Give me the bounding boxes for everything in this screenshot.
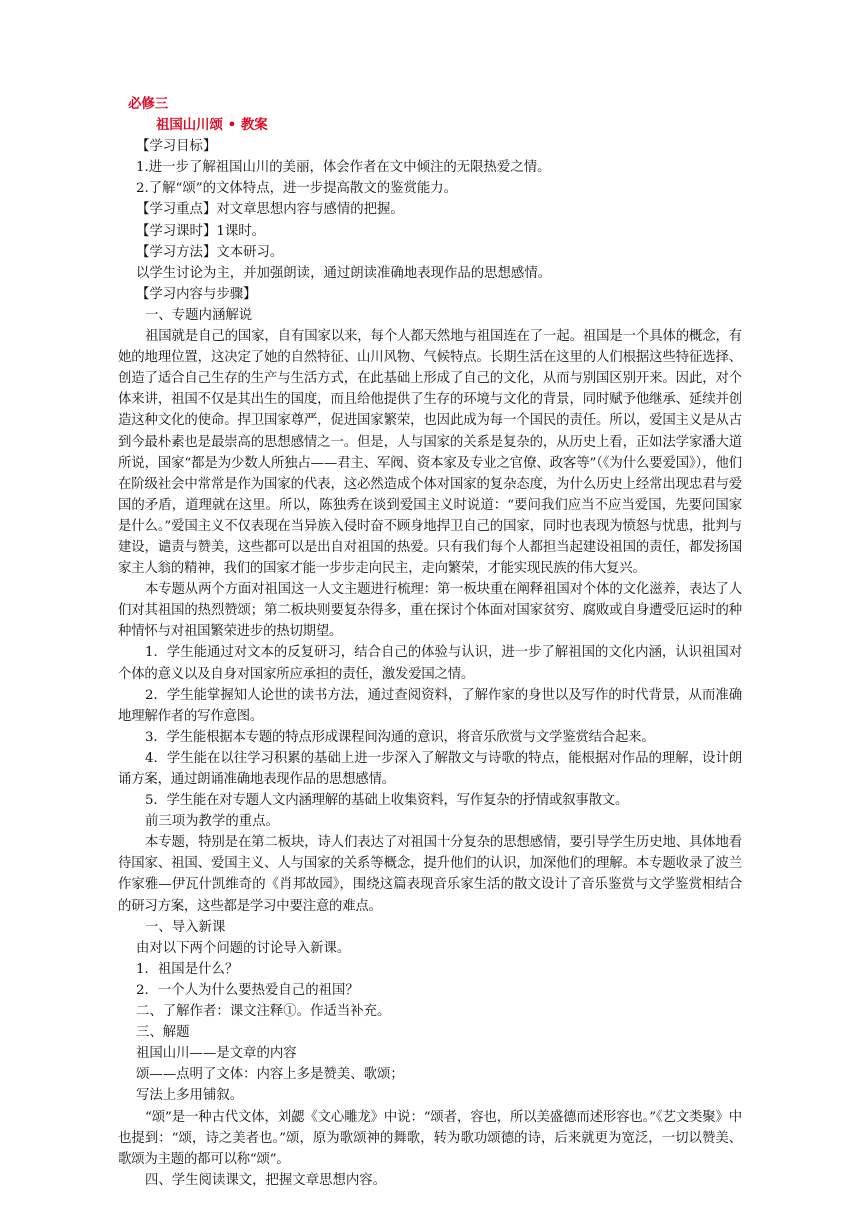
method-note: 以学生讨论为主，并加强朗读，通过朗读准确地表现作品的思想感情。 bbox=[136, 265, 552, 281]
steps-heading: 【学习内容与步骤】 bbox=[136, 286, 257, 302]
objective-item: 1．学生能通过对文本的反复研习，结合自己的体验与认识，进一步了解祖国的文化内涵，认识祖国对个体的意义以及自身对国家所应承担的责任，激发爱国之情。 bbox=[118, 645, 742, 682]
paragraph: 祖国就是自己的国家，自有国家以来，每个人都天然地与祖国连在了一起。祖国是一个具体的概念，有她的地理位置，这决定了她的自然特征、山川风物、气候特点。长期生活在这里的人们根据这些特征选择、创造了适合自己生存的生产与生活方式，在此基础上形成了自己的文化，从而与别国区别开来。因此，对个体来讲，祖国不仅是其出生的国度，而且给他提供了生存的环境与文化的背景，同时赋予他继承、延续并创造这种文化的使命。捍卫国家尊严，促进国家繁荣，也因此成为每一个国民的责任。所以，爱国主义是从古到今最朴素也是最崇高的思想感情之一。但是，人与国家的关系是复杂的，从历史上看，正如法学家潘大道所说，国家“都是为少数人所独占——君主、军阀、资本家及专业之官僚、政客等”（《为什么要爱国》），他们在阶级社会中常常是作为国家的代表，这必然造成个体对国家的复杂态度，为什么历史上经常出现忠君与爱国的矛盾，道理就在这里。所以，陈独秀在谈到爱国主义时说道：“要问我们应当不应当爱国，先要问国家是什么。”爱国主义不仅表现在当异族入侵时奋不顾身地捍卫自己的国家，同时也表现为愤怒与忧患，批判与建设，谴责与赞美，这些都可以是出自对祖国的热爱。只有我们每个人都担当起建设祖国的责任，都发扬国家主人翁的精神，我们的国家才能一步步走向民主，走向繁荣，才能实现民族的伟大复兴。 bbox=[118, 329, 742, 577]
note-line: 前三项为教学的重点。 bbox=[145, 814, 279, 830]
section-heading: 一、导入新课 bbox=[145, 919, 226, 935]
paragraph: “颂”是一种古代文体，刘勰《文心雕龙》中说：“颂者，容也，所以美盛德而述形容也。”《艺文类聚》中也提到：“颂，诗之美者也。”颂，原为歌颂神的舞歌，转为歌功颂德的诗，后来就更为宽泛，一切以赞美、歌颂为主题的都可以称“颂”。 bbox=[118, 1109, 742, 1167]
goal-item: 1.进一步了解祖国山川的美丽，体会作者在文中倾注的无限热爱之情。 bbox=[136, 160, 551, 176]
volume-label: 必修三 bbox=[128, 97, 169, 112]
section-heading: 四、学生阅读课文，把握文章思想内容。 bbox=[145, 1172, 387, 1188]
intro-line: 由对以下两个问题的讨论导入新课。 bbox=[136, 940, 351, 956]
paragraph: 本专题，特别是在第二板块，诗人们表达了对祖国十分复杂的思想感情，要引导学生历史地、具体地看待国家、祖国、爱国主义、人与国家的关系等概念，提升他们的认识，加深他们的理解。本专题收录了波兰作家雅—伊瓦什凯维奇的《肖邦故园》，围绕这篇表现音乐家生活的散文设计了音乐鉴赏与文学鉴赏相结合的研习方案，这些都是学习中要注意的难点。 bbox=[118, 835, 742, 914]
objective-item: 2．学生能掌握知人论世的读书方法，通过查阅资料，了解作家的身世以及写作的时代背景，从而准确地理解作者的写作意图。 bbox=[118, 687, 742, 724]
question-item: 1．祖国是什么？ bbox=[136, 961, 239, 977]
explain-line: 祖国山川——是文章的内容 bbox=[136, 1046, 297, 1062]
author-line: 二、了解作者：课文注释①。作适当补充。 bbox=[136, 1004, 391, 1020]
question-item: 2．一个人为什么要热爱自己的祖国？ bbox=[136, 982, 359, 998]
explain-line: 颂——点明了文体：内容上多是赞美、歌颂； bbox=[136, 1067, 404, 1083]
hours-line: 【学习课时】1课时。 bbox=[136, 223, 266, 239]
goals-heading: 【学习目标】 bbox=[136, 139, 217, 155]
paragraph: 本专题从两个方面对祖国这一人文主题进行梳理：第一板块重在阐释祖国对个体的文化滋养，表达了人们对其祖国的热烈赞颂；第二板块则要复杂得多，重在探讨个体面对国家贫穷、腐败或自身遭受厄运时的种种情怀与对祖国繁荣进步的热切期望。 bbox=[118, 582, 742, 640]
explain-line: 写法上多用铺叙。 bbox=[136, 1088, 244, 1104]
objective-item: 4．学生能在以往学习积累的基础上进一步深入了解散文与诗歌的特点，能根据对作品的理解，设计朗诵方案，通过朗诵准确地表现作品的思想感情。 bbox=[118, 750, 742, 787]
method-line: 【学习方法】文本研习。 bbox=[136, 244, 284, 260]
section-heading: 三、解题 bbox=[136, 1025, 190, 1041]
objective-item: 3．学生能根据本专题的特点形成课程间沟通的意识，将音乐欣赏与文学鉴赏结合起来。 bbox=[145, 729, 655, 745]
section-heading: 一、专题内涵解说 bbox=[145, 307, 253, 323]
focus-line: 【学习重点】对文章思想内容与感情的把握。 bbox=[136, 202, 404, 218]
document-title: 祖国山川颂 • 教案 bbox=[156, 118, 268, 134]
objective-item: 5．学生能在对专题人文内涵理解的基础上收集资料，写作复杂的抒情或叙事散文。 bbox=[145, 793, 629, 809]
goal-item: 2.了解“颂”的文体特点，进一步提高散文的鉴赏能力。 bbox=[136, 181, 458, 197]
lesson-plan-document bbox=[118, 94, 742, 1191]
